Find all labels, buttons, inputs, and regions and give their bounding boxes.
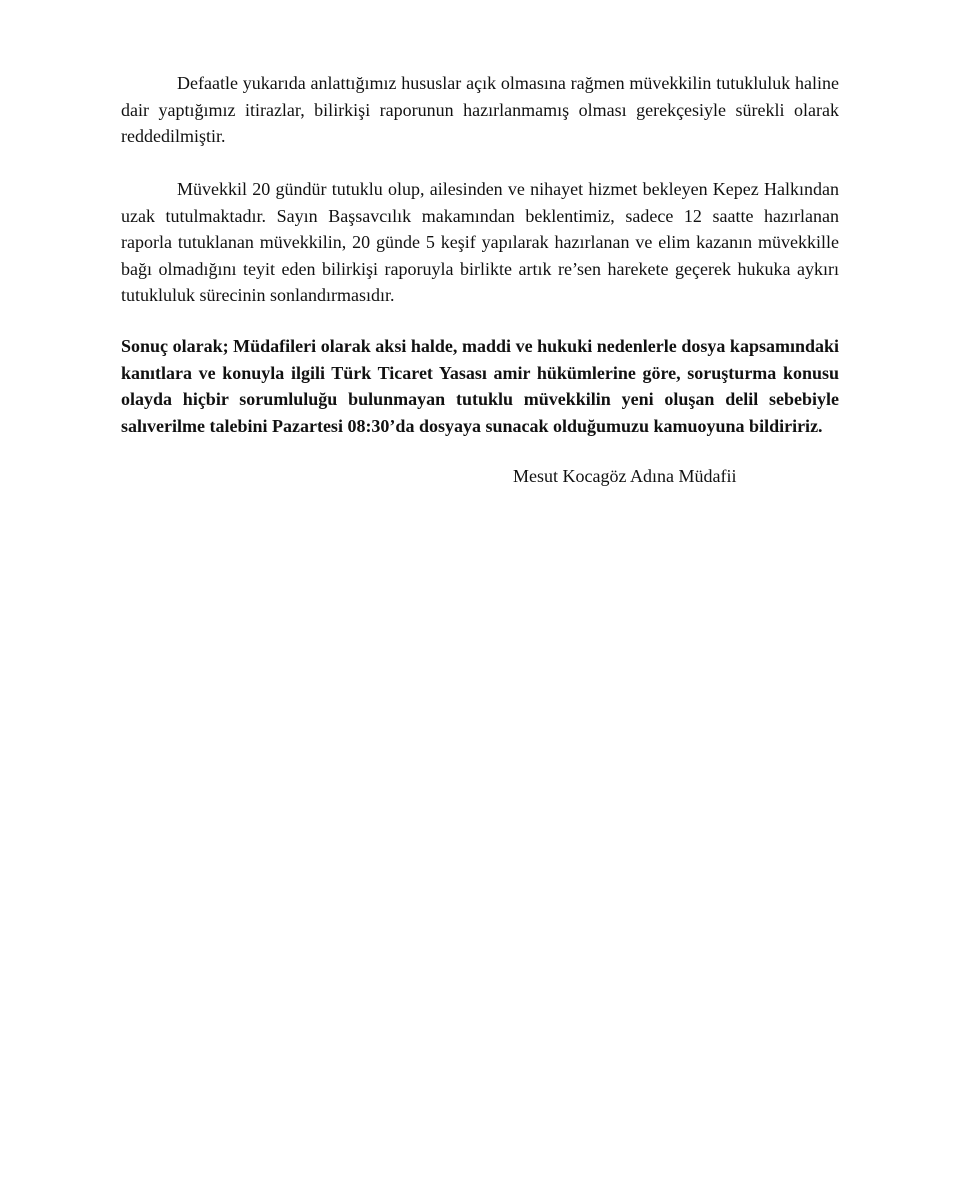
signature-line: Mesut Kocagöz Adına Müdafii [513, 466, 737, 486]
paragraph-conclusion: Sonuç olarak; Müdafileri olarak aksi halde, maddi ve hukuki nedenlerle dosya kapsamındaki kanıtlara ve konuyla ilgili Türk Ticaret Yasası amir hükümlerine göre, soruşturma konusu olayda hiçbir sorumluluğu bulunmayan tutuklu müvekkilin yeni oluşan delil sebebiyle salıverilme talebini Pazartesi 08:30’da dosyaya sunacak olduğumuzu kamuoyuna bildiririz. [121, 336, 839, 436]
paragraph-detention-expectation: Müvekkil 20 gündür tutuklu olup, ailesinden ve nihayet hizmet bekleyen Kepez Halkından uzak tutulmaktadır. Sayın Başsavcılık makamından beklentimiz, sadece 12 saatte hazırlanan raporla tutuklanan müvekkilin, 20 günde 5 keşif yapılarak hazırlanan ve elim kazanın müvekkille bağı olmadığını teyit eden bilirkişi raporuyla birlikte artık re’sen harekete geçerek hukuka aykırı tutukluluk sürecinin sonlandırmasıdır. [121, 179, 839, 305]
paragraph-objections-rejected: Defaatle yukarıda anlattığımız hususlar açık olmasına rağmen müvekkilin tutukluluk haline dair yaptığımız itirazlar, bilirkişi raporunun hazırlanmamış olması gerekçesiyle sürekli olarak reddedilmiştir. [121, 73, 839, 146]
